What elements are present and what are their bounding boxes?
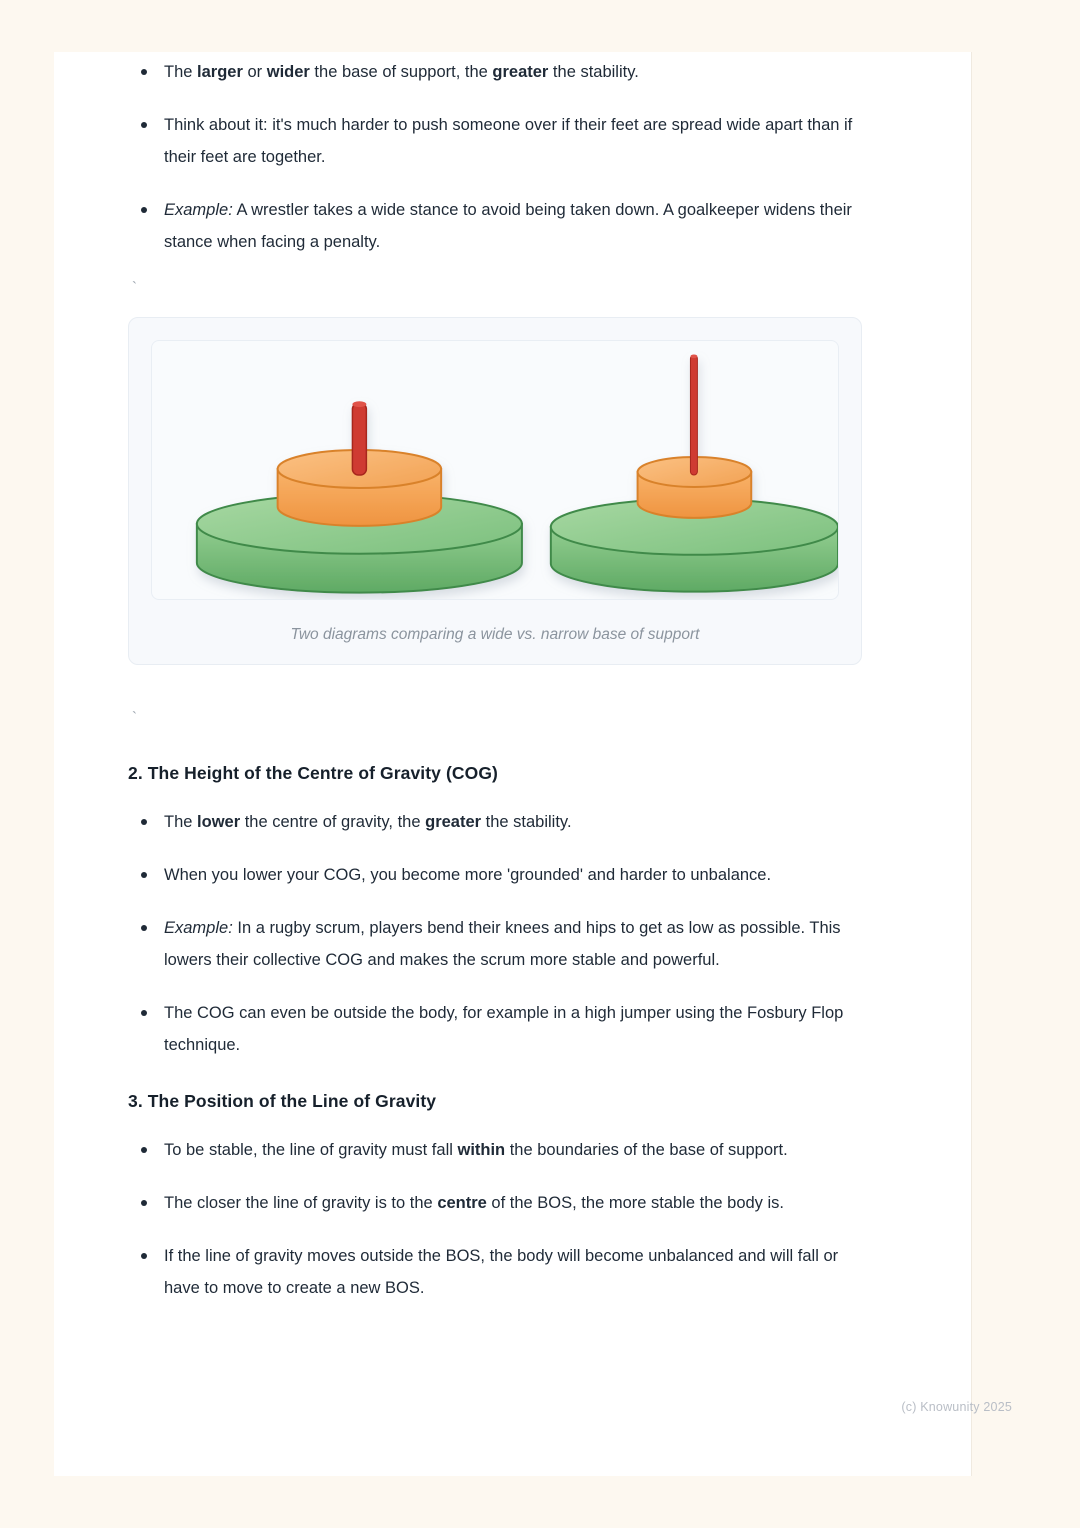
list-item: To be stable, the line of gravity must fall within the boundaries of the base of support. [128,1134,874,1166]
bullet-list-cog [128,806,874,1061]
figure-base-of-support [128,317,862,665]
list-item: When you lower your COG, you become more 'grounded' and harder to unbalance. [128,859,874,891]
diagram-wide-base [197,401,522,592]
document-body [94,52,874,1304]
bullet-list-top [128,56,874,258]
section-heading-cog: 2. The Height of the Centre of Gravity (COG) [128,763,498,783]
bullet-list-line-of-gravity [128,1134,874,1304]
stray-backtick-marker: ` [132,279,137,296]
list-item: The larger or wider the base of support, the greater the stability. [128,56,874,88]
document-page [54,52,1034,1476]
watermark: (c) Knowunity 2025 [901,1400,1012,1414]
list-item: The COG can even be outside the body, for example in a high jumper using the Fosbury Flop technique. [128,997,874,1061]
page-content-column [54,52,914,1476]
list-item: Think about it: it's much harder to push someone over if their feet are spread wide apart than if their feet are together. [128,109,874,173]
base-of-support-diagram-svg [152,341,838,599]
stray-backtick-marker-2: ` [132,709,137,726]
figure-caption: Two diagrams comparing a wide vs. narrow base of support [290,626,700,643]
list-item: The closer the line of gravity is to the centre of the BOS, the more stable the body is. [128,1187,874,1219]
figure-canvas [151,340,839,600]
list-item: If the line of gravity moves outside the BOS, the body will become unbalanced and will fall or have to move to create a new BOS. [128,1240,874,1304]
list-item: Example: A wrestler takes a wide stance to avoid being taken down. A goalkeeper widens their stance when facing a penalty. [128,194,874,258]
list-item: Example: In a rugby scrum, players bend their knees and hips to get as low as possible. This lowers their collective COG and makes the scrum more stable and powerful. [128,912,874,976]
section-heading-line-of-gravity: 3. The Position of the Line of Gravity [128,1091,437,1111]
list-item: The lower the centre of gravity, the greater the stability. [128,806,874,838]
diagram-narrow-base [551,355,838,592]
page-side-strip [971,52,1034,1476]
